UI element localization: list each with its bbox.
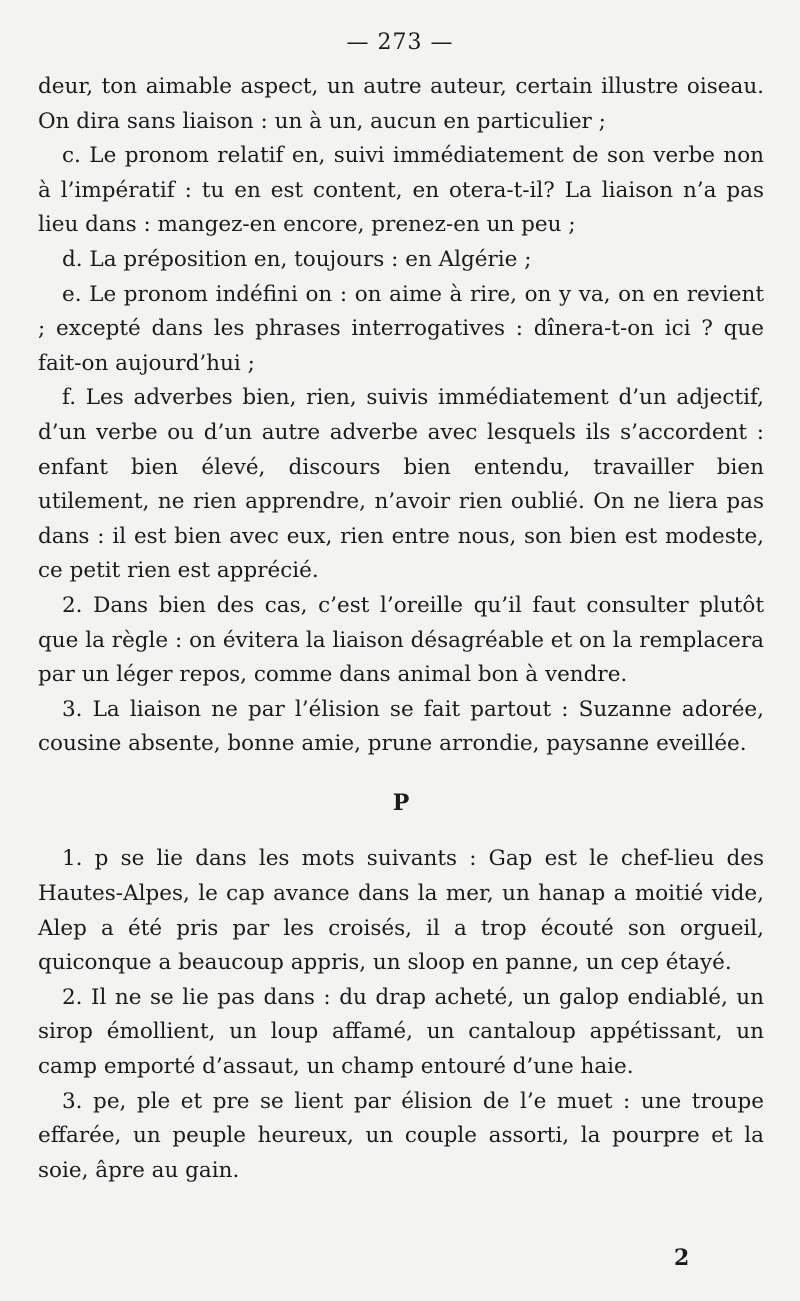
paragraph-3: 3. La liaison ne par l’élision se fait partout : Suzanne adorée, cousine absente, bonne amie, prune arrondie, paysanne eveillée. — [38, 696, 764, 757]
paragraph-2: 2. Dans bien des cas, c’est l’oreille qu’il faut consulter plutôt que la règle : on évitera la liaison désagréable et on la remplacera par un léger repos, comme dans animal bon à vendre. — [38, 592, 764, 688]
paragraph-e: e. Le pronom indéfini on : on aime à rire, on y va, on en revient ; excepté dans les phrases interrogatives : dînera-t-on ici ? que fait-on aujourd’hui ; — [38, 281, 764, 376]
signature-mark: 2 — [674, 1245, 690, 1271]
paragraph-c: c. Le pronom relatif en, suivi immédiatement de son verbe non à l’impératif : tu en est content, en otera-t-il? La liaison n’a pas lieu dans : mangez-en encore, prenez-en un peu ; — [38, 143, 764, 238]
page-body — [38, 70, 764, 1188]
section-paragraph-1: 1. p se lie dans les mots suivants : Gap est le chef-lieu des Hautes-Alpes, le cap avance dans la mer, un hanap a moitié vide, Alep a été pris par les croisés, il a trop écouté son orgueil, quiconque a beaucoup appris, un sloop en panne, un cep étayé. — [38, 846, 764, 976]
section-heading: P — [392, 789, 410, 816]
paragraph-f: f. Les adverbes bien, rien, suivis immédiatement d’un adjectif, d’un verbe ou d’un autre adverbe avec lesquels ils s’accordent : enfant bien élevé, discours bien entendu, travailler bien utilement, ne rien apprendre, n’avoir rien oublié. On ne liera pas dans : il est bien avec eux, rien entre nous, son bien est modeste, ce petit rien est apprécié. — [38, 385, 764, 584]
section-paragraph-2: 2. Il ne se lie pas dans : du drap acheté, un galop endiablé, un sirop émollient, un loup affamé, un cantaloup appétissant, un camp emporté d’assaut, un champ entouré d’une haie. — [38, 984, 764, 1080]
paragraph-continuation: deur, ton aimable aspect, un autre auteur, certain illustre oiseau. On dira sans liaison : un à un, aucun en particulier ; — [38, 74, 764, 134]
section-paragraph-3: 3. pe, ple et pre se lient par élision de l’e muet : une troupe effarée, un peuple heureux, un couple assorti, la pourpre et la soie, âpre au gain. — [38, 1088, 764, 1183]
page-number: — 273 — — [346, 30, 454, 55]
paragraph-d: d. La préposition en, toujours : en Algérie ; — [62, 246, 532, 272]
